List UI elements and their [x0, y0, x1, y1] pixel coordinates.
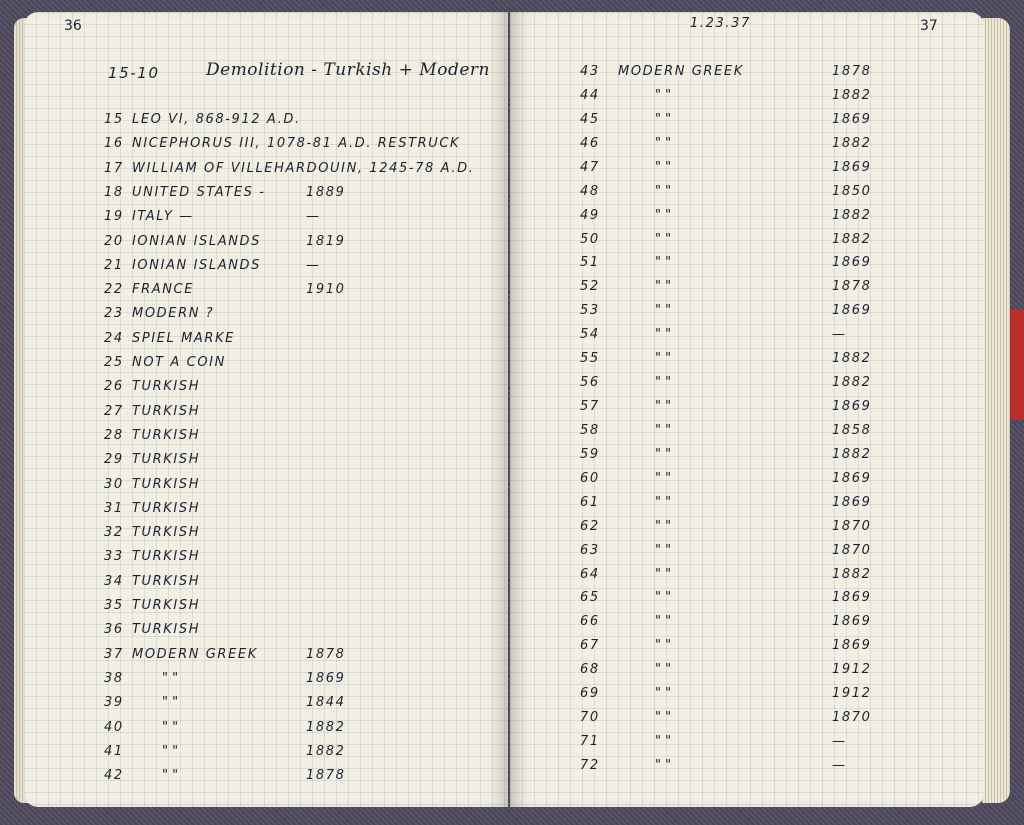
- entry-year: 1869: [832, 470, 872, 486]
- entry-year: 1850: [832, 183, 872, 199]
- entry-year: 1882: [306, 719, 346, 735]
- entry-year: 1869: [306, 670, 346, 686]
- entry-year: 1882: [832, 351, 872, 367]
- entry-description: MODERN GREEK: [618, 64, 744, 79]
- entry-year: 1882: [832, 566, 872, 582]
- heading-range: 15-10: [108, 64, 160, 82]
- entry-year: 1882: [832, 231, 872, 247]
- entry-year: 1869: [832, 590, 872, 606]
- entry-description: TURKISH: [132, 525, 201, 541]
- entry-year: 1878: [832, 64, 872, 79]
- entry-number: 22: [104, 282, 124, 298]
- entry-description: " ": [655, 111, 672, 127]
- entry-year: —: [306, 209, 321, 225]
- entry-number: 64: [580, 566, 600, 582]
- entry-description: " ": [655, 87, 672, 103]
- entry-number: 34: [104, 573, 124, 589]
- entry-year: 1870: [832, 542, 872, 558]
- entry-description: TURKISH: [132, 379, 201, 395]
- entry-number: 58: [580, 422, 600, 438]
- entry-description: " ": [655, 662, 672, 678]
- entry-number: 45: [580, 111, 600, 127]
- entry-description: " ": [655, 542, 672, 558]
- entry-description: " ": [655, 518, 672, 534]
- entry-description: " ": [162, 670, 179, 686]
- entry-year: 1882: [832, 375, 872, 391]
- entry-description: " ": [655, 686, 672, 702]
- entry-description: " ": [655, 446, 672, 462]
- entry-description: TURKISH: [132, 476, 201, 492]
- entry-number: 38: [104, 670, 124, 686]
- entry-year: 1870: [832, 710, 872, 726]
- entry-year: 1878: [306, 768, 346, 784]
- entry-number: 48: [580, 183, 600, 199]
- entry-number: 36: [104, 622, 124, 638]
- entry-number: 28: [104, 427, 124, 443]
- entry-number: 17: [104, 160, 124, 176]
- entry-number: 26: [104, 379, 124, 395]
- entry-description: " ": [655, 614, 672, 630]
- entry-number: 49: [580, 207, 600, 223]
- entry-year: 1869: [832, 111, 872, 127]
- entry-description: " ": [655, 399, 672, 415]
- entry-description: " ": [655, 566, 672, 582]
- entry-description: TURKISH: [132, 573, 201, 589]
- bookmark-ribbon: [1010, 310, 1024, 420]
- entry-description: TURKISH: [132, 622, 201, 638]
- entry-number: 30: [104, 476, 124, 492]
- entry-number: 54: [580, 327, 600, 343]
- entry-description: " ": [162, 719, 179, 735]
- entry-description: " ": [655, 734, 672, 750]
- entry-number: 40: [104, 719, 124, 735]
- entry-number: 33: [104, 549, 124, 565]
- entry-description: " ": [655, 351, 672, 367]
- page-date: 1.23.37: [690, 16, 751, 31]
- entry-description: IONIAN ISLANDS: [132, 257, 261, 273]
- entry-description: UNITED STATES -: [132, 184, 266, 200]
- entry-number: 67: [580, 638, 600, 654]
- entry-number: 19: [104, 209, 124, 225]
- entry-number: 68: [580, 662, 600, 678]
- entry-description: " ": [655, 183, 672, 199]
- entry-description: " ": [655, 422, 672, 438]
- entry-number: 25: [104, 355, 124, 370]
- entry-year: 1869: [832, 159, 872, 175]
- entry-number: 65: [580, 590, 600, 606]
- entry-number: 44: [580, 87, 600, 103]
- entry-year: —: [832, 734, 847, 750]
- page-edges-right: [982, 18, 1010, 803]
- entry-description: " ": [655, 207, 672, 223]
- entry-number: 52: [580, 279, 600, 295]
- entry-description: IONIAN ISLANDS: [132, 233, 261, 249]
- entry-description: NICEPHORUS III, 1078-81 A.D. RESTRUCK: [132, 136, 461, 152]
- entry-description: ITALY —: [132, 209, 194, 225]
- entry-description: FRANCE: [132, 282, 195, 298]
- entry-description: " ": [655, 375, 672, 391]
- heading-title: Demolition - Turkish + Modern: [206, 60, 490, 80]
- entry-description: MODERN GREEK: [132, 646, 258, 662]
- entry-description: " ": [655, 279, 672, 295]
- entry-number: 46: [580, 135, 600, 151]
- entry-description: WILLIAM OF VILLEHARDOUIN, 1245-78 A.D.: [132, 160, 475, 176]
- entry-number: 41: [104, 743, 124, 759]
- entry-year: —: [832, 327, 847, 343]
- entry-number: 51: [580, 255, 600, 271]
- entry-number: 18: [104, 184, 124, 200]
- entry-number: 70: [580, 710, 600, 726]
- entry-description: " ": [162, 768, 179, 784]
- entry-number: 61: [580, 494, 600, 510]
- entry-year: 1878: [832, 279, 872, 295]
- left-page: [24, 12, 508, 807]
- entry-description: TURKISH: [132, 427, 201, 443]
- entry-description: " ": [655, 638, 672, 654]
- entry-number: 59: [580, 446, 600, 462]
- entry-number: 62: [580, 518, 600, 534]
- entry-year: 1912: [832, 686, 872, 702]
- entry-year: —: [306, 257, 321, 273]
- entry-year: 1878: [306, 646, 346, 662]
- entry-year: 1869: [832, 494, 872, 510]
- entry-year: 1869: [832, 255, 872, 271]
- entry-description: SPIEL MARKE: [132, 330, 235, 346]
- entry-year: 1882: [832, 135, 872, 151]
- entry-description: " ": [655, 231, 672, 247]
- entry-year: 1882: [832, 446, 872, 462]
- entry-description: " ": [162, 695, 179, 711]
- page-number-right: 37: [920, 18, 938, 34]
- entry-year: 1912: [832, 662, 872, 678]
- entry-description: " ": [162, 743, 179, 759]
- entry-number: 23: [104, 306, 124, 322]
- entry-number: 43: [580, 64, 600, 79]
- entry-description: " ": [655, 303, 672, 319]
- entry-description: " ": [655, 494, 672, 510]
- entry-number: 27: [104, 403, 124, 419]
- right-page: [510, 12, 984, 807]
- entry-number: 29: [104, 452, 124, 468]
- entry-number: 35: [104, 598, 124, 613]
- entry-number: 20: [104, 233, 124, 249]
- entry-number: 15: [104, 112, 124, 127]
- entry-number: 50: [580, 231, 600, 247]
- entry-year: 1870: [832, 518, 872, 534]
- entry-year: 1882: [306, 743, 346, 759]
- entry-description: " ": [655, 710, 672, 726]
- entry-description: " ": [655, 757, 672, 773]
- entry-year: 1910: [306, 282, 346, 298]
- entry-year: 1889: [306, 184, 346, 200]
- entry-number: 24: [104, 330, 124, 346]
- entry-description: NOT A COIN: [132, 355, 226, 370]
- entry-description: TURKISH: [132, 403, 201, 419]
- entry-number: 72: [580, 757, 600, 773]
- entry-number: 60: [580, 470, 600, 486]
- entry-number: 56: [580, 375, 600, 391]
- entry-year: —: [832, 757, 847, 773]
- entry-description: TURKISH: [132, 452, 201, 468]
- page-number-left: 36: [64, 18, 82, 34]
- entry-number: 57: [580, 399, 600, 415]
- entry-description: TURKISH: [132, 598, 201, 613]
- entry-description: LEO VI, 868-912 A.D.: [132, 112, 301, 127]
- entry-number: 47: [580, 159, 600, 175]
- entry-number: 69: [580, 686, 600, 702]
- entry-number: 37: [104, 646, 124, 662]
- entry-description: " ": [655, 135, 672, 151]
- entry-description: MODERN ?: [132, 306, 215, 322]
- entry-year: 1858: [832, 422, 872, 438]
- entry-description: " ": [655, 327, 672, 343]
- entry-year: 1869: [832, 614, 872, 630]
- entry-year: 1869: [832, 638, 872, 654]
- entry-number: 53: [580, 303, 600, 319]
- entry-description: TURKISH: [132, 500, 201, 516]
- entry-description: " ": [655, 159, 672, 175]
- entry-number: 21: [104, 257, 124, 273]
- entry-number: 55: [580, 351, 600, 367]
- entry-description: " ": [655, 470, 672, 486]
- entry-year: 1882: [832, 207, 872, 223]
- entry-number: 71: [580, 734, 600, 750]
- entry-number: 39: [104, 695, 124, 711]
- entry-description: " ": [655, 590, 672, 606]
- entry-year: 1869: [832, 303, 872, 319]
- entry-number: 63: [580, 542, 600, 558]
- entry-year: 1869: [832, 399, 872, 415]
- entry-year: 1844: [306, 695, 346, 711]
- entry-number: 31: [104, 500, 124, 516]
- entry-number: 66: [580, 614, 600, 630]
- entry-year: 1819: [306, 233, 346, 249]
- entry-number: 32: [104, 525, 124, 541]
- entry-number: 42: [104, 768, 124, 784]
- entry-description: " ": [655, 255, 672, 271]
- entry-year: 1882: [832, 87, 872, 103]
- entry-description: TURKISH: [132, 549, 201, 565]
- entry-number: 16: [104, 136, 124, 152]
